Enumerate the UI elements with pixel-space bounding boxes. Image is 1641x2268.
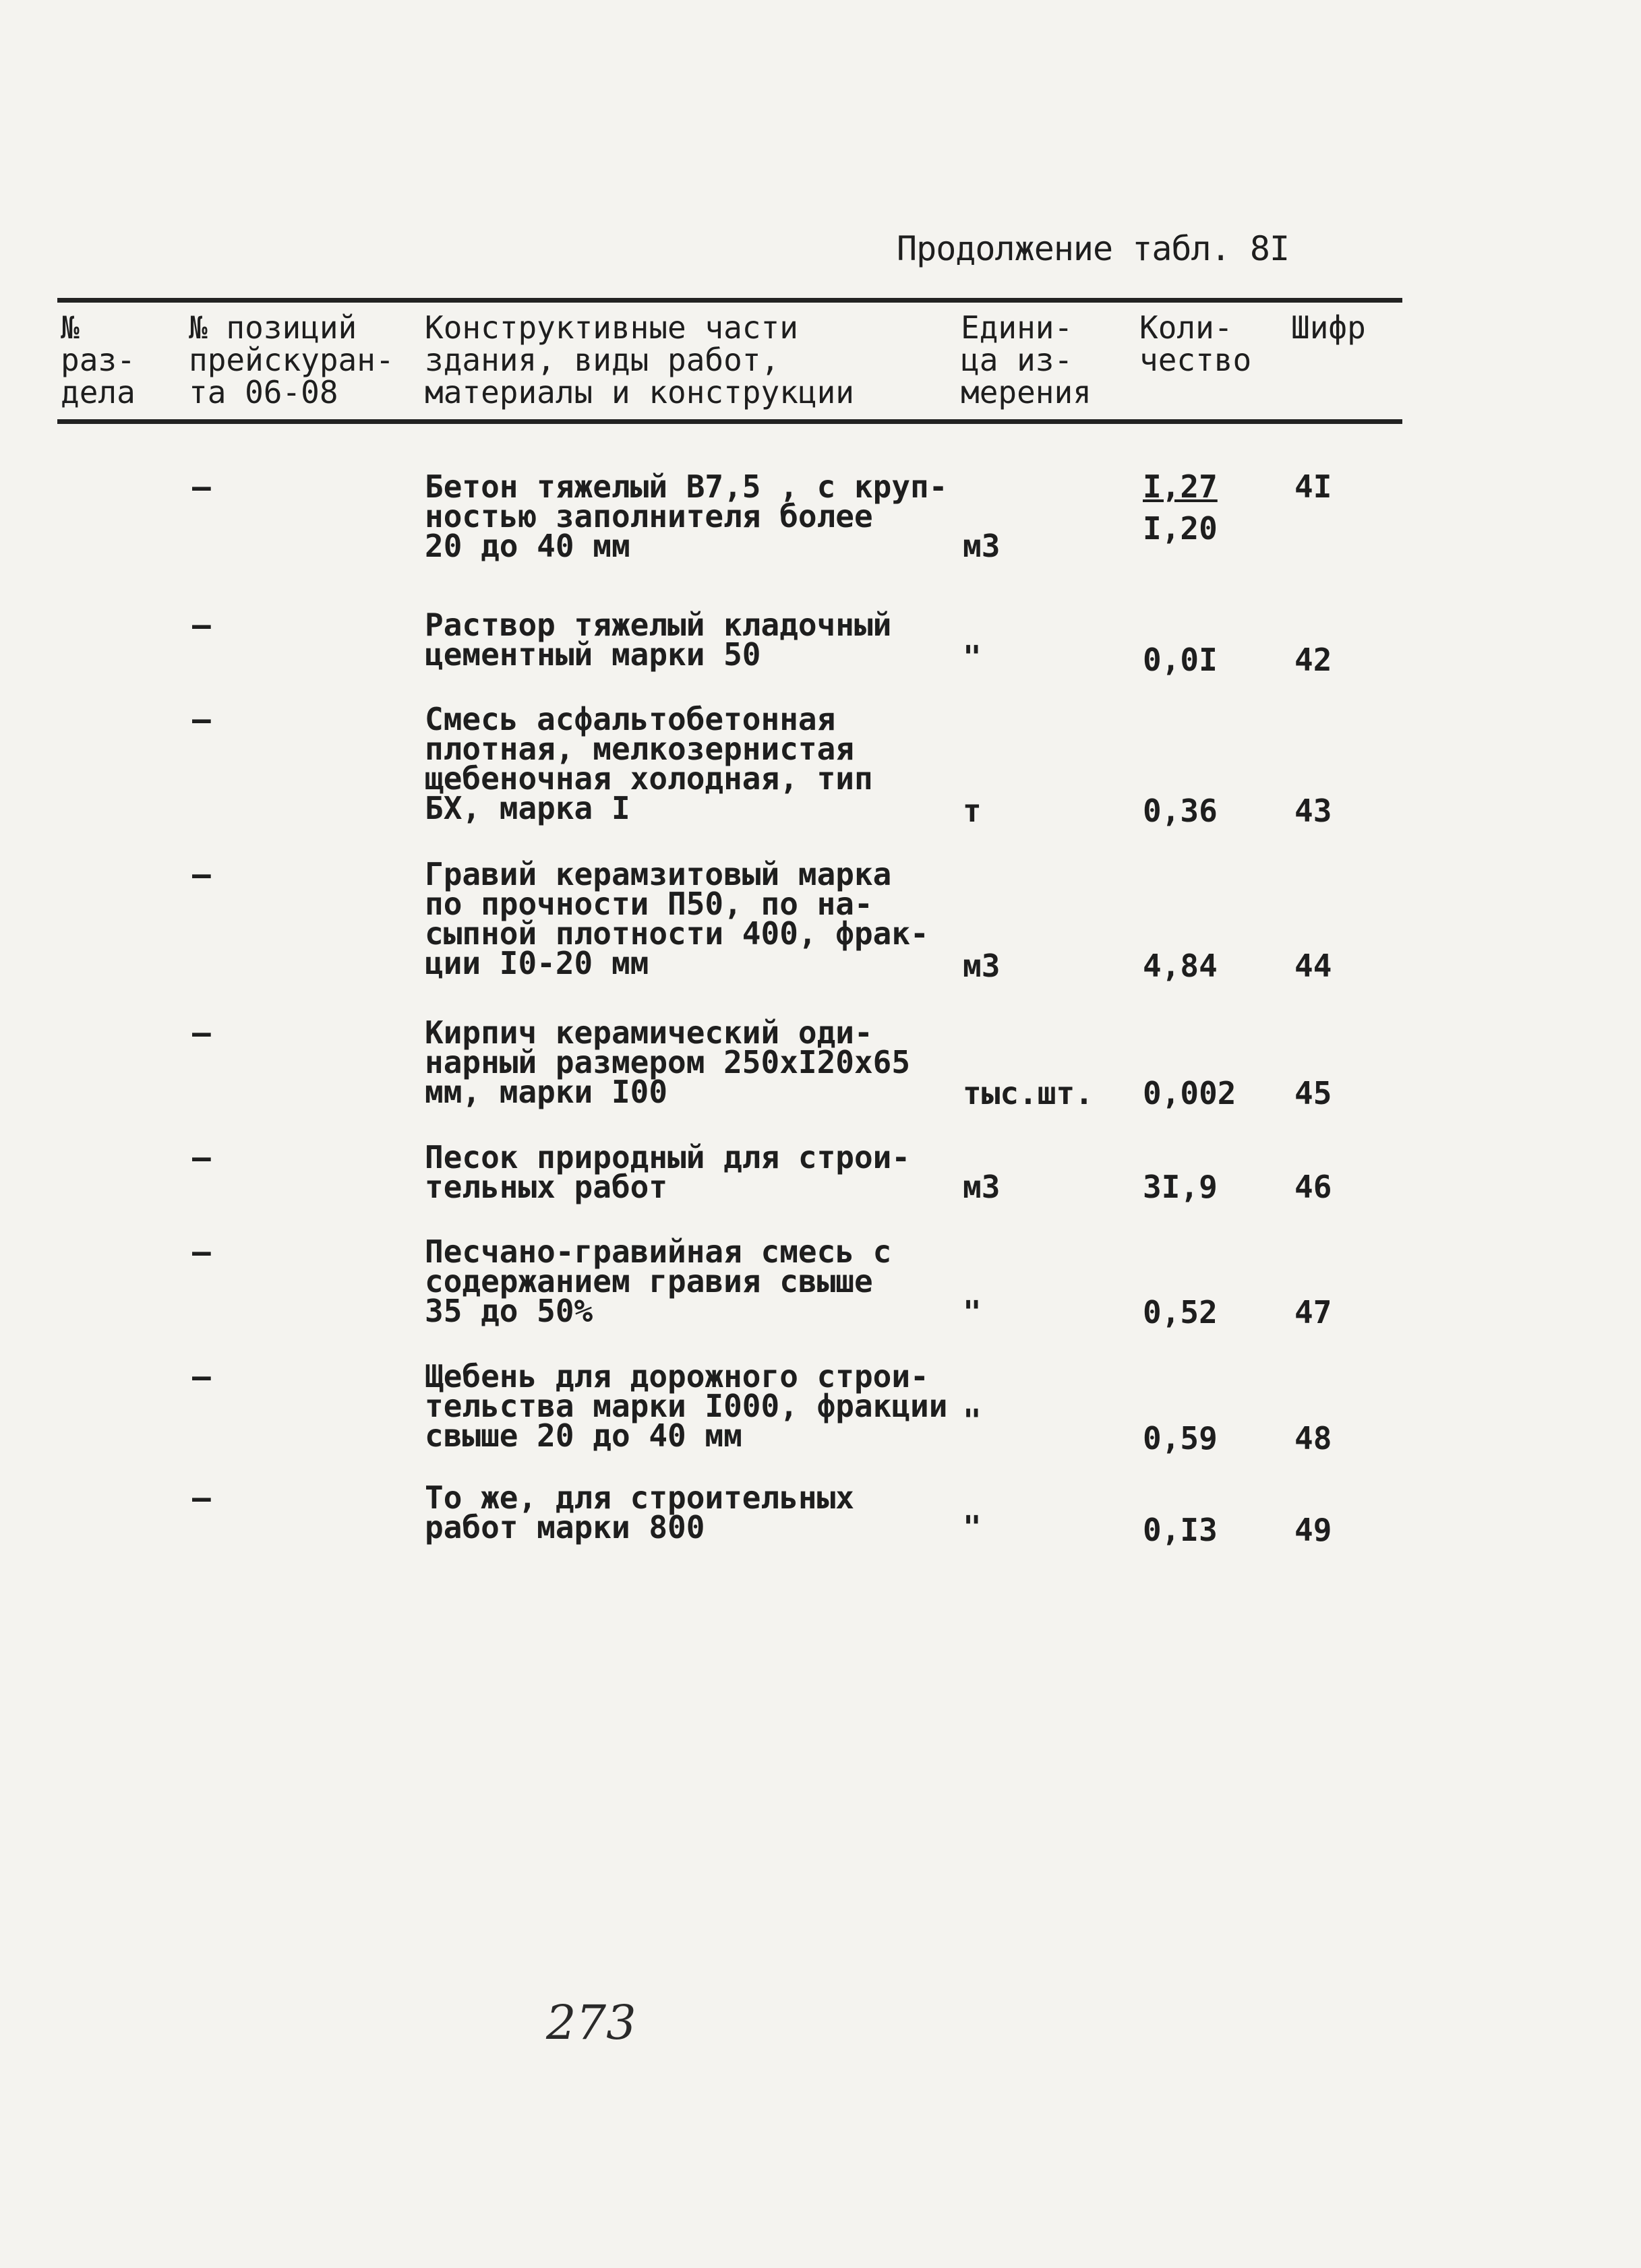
row-code: 46	[1294, 1169, 1332, 1205]
table-row	[0, 701, 1641, 829]
header-code: Шифр	[1291, 309, 1366, 346]
table-row	[0, 1479, 1641, 1548]
table-row	[0, 1358, 1641, 1457]
row-unit: тыс.шт.	[963, 1075, 1094, 1111]
table-row	[0, 468, 1641, 564]
page-number-handwritten: 273	[546, 1995, 636, 2050]
row-position: –	[192, 701, 211, 737]
row-description: Кирпич керамический оди- нарный размером 250хI20х65 мм, марки I00	[425, 1014, 911, 1110]
header-unit: Едини- ца из- мерения	[961, 309, 1092, 410]
row-quantity-secondary: I,20	[1143, 510, 1218, 547]
row-unit: т	[963, 793, 982, 829]
table-row	[0, 1014, 1641, 1111]
table-row	[0, 856, 1641, 984]
table-row	[0, 607, 1641, 678]
row-position: –	[192, 607, 211, 643]
row-quantity: 0,52	[1143, 1294, 1218, 1330]
row-quantity: I,27	[1143, 468, 1218, 505]
row-description: Песчано-гравийная смесь с содержанием гравия свыше 35 до 50%	[425, 1233, 892, 1329]
table-caption: Продолжение табл. 8I	[897, 229, 1290, 268]
row-quantity: 3I,9	[1143, 1169, 1218, 1205]
row-unit: м3	[963, 948, 1001, 984]
row-code: 4I	[1294, 468, 1332, 505]
row-description: Раствор тяжелый кладочный цементный марки 50	[425, 607, 892, 673]
row-quantity: 0,36	[1143, 793, 1218, 829]
row-position: –	[192, 856, 211, 892]
row-description: То же, для строительных работ марки 800	[425, 1479, 854, 1545]
row-unit: м3	[963, 1169, 1001, 1205]
row-code: 47	[1294, 1294, 1332, 1330]
row-position: –	[192, 1358, 211, 1394]
row-unit: "	[963, 1294, 982, 1330]
row-code: 49	[1294, 1512, 1332, 1548]
row-position: –	[192, 1479, 211, 1516]
row-position: –	[192, 1233, 211, 1270]
row-position: –	[192, 468, 211, 505]
table-row	[0, 1139, 1641, 1205]
row-position: –	[192, 1014, 211, 1051]
row-position: –	[192, 1139, 211, 1175]
row-quantity: 4,84	[1143, 948, 1218, 984]
row-description: Песок природный для строи- тельных работ	[425, 1139, 911, 1205]
table-row	[0, 1233, 1641, 1330]
row-code: 43	[1294, 793, 1332, 829]
header-bottom-rule	[57, 419, 1402, 424]
row-quantity: 0,59	[1143, 1420, 1218, 1457]
row-description: Смесь асфальтобетонная плотная, мелкозернистая щебеночная холодная, тип БХ, марка I	[425, 701, 873, 826]
row-description: Щебень для дорожного строи- тельства марки I000, фракции свыше 20 до 40 мм	[425, 1358, 948, 1454]
header-section-number: № раз- дела	[61, 309, 136, 410]
row-unit: "	[963, 1509, 982, 1545]
row-description: Гравий керамзитовый марка по прочности П50, по на- сыпной плотности 400, фрак- ции I0-20 мм	[425, 856, 929, 981]
row-code: 42	[1294, 642, 1332, 678]
header-price-list-position: № позиций прейскуран- та 06-08	[189, 309, 394, 410]
row-unit: "	[963, 1403, 982, 1439]
header-description: Конструктивные части здания, виды работ, материалы и конструкции	[425, 309, 854, 410]
row-code: 44	[1294, 948, 1332, 984]
header-quantity: Коли- чество	[1139, 309, 1252, 378]
row-quantity: 0,0I	[1143, 642, 1218, 678]
row-quantity: 0,002	[1143, 1075, 1236, 1111]
row-code: 48	[1294, 1420, 1332, 1457]
row-quantity: 0,I3	[1143, 1512, 1218, 1548]
row-unit: "	[963, 639, 982, 675]
header-top-rule	[57, 298, 1402, 303]
row-unit: м3	[963, 528, 1001, 564]
row-code: 45	[1294, 1075, 1332, 1111]
row-description: Бетон тяжелый В7,5 , с круп- ностью заполнителя более 20 до 40 мм	[425, 468, 948, 564]
